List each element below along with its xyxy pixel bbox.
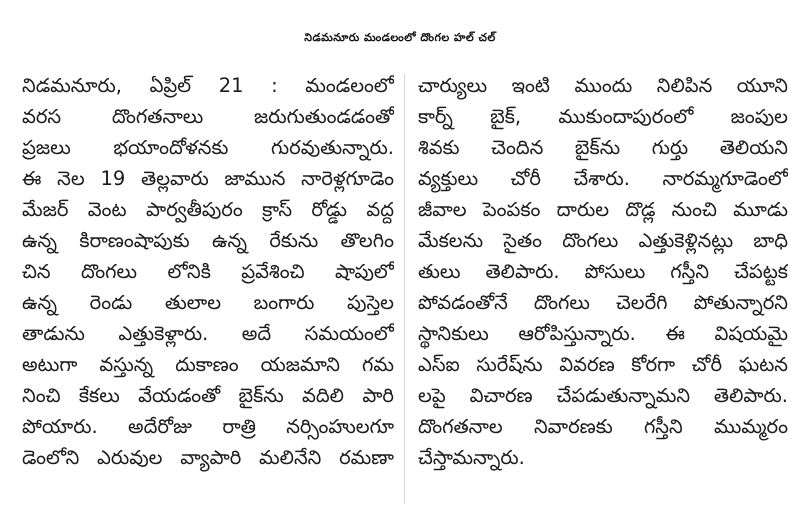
body-line: డెంలోని ఎరువుల వ్యాపారి మలినేని రమణా (22, 446, 394, 469)
body-line: దొంగతనాల నివారణకు గస్తీని ముమ్మరం (418, 415, 788, 438)
right-column (418, 70, 788, 473)
body-line: నించి కేకలు వేయడంతో బైక్‌ను వదిలి పారి (22, 384, 394, 407)
body-line: స్థానికులు ఆరోపిస్తున్నారు. ఈ విషయమై (418, 322, 788, 345)
body-line: నిడమనూరు, ఏప్రిల్ 21 : మండలంలో (22, 74, 394, 97)
body-line: తులు తెలిపారు. పోసులు గస్తీని చేపట్టక (418, 260, 788, 283)
body-line: ఎస్ఐ సురేష్‌ను వివరణ కోరగా చోరీ ఘటన (418, 353, 788, 376)
column-divider (404, 74, 405, 504)
body-line: ఈ నెల 19 తెల్లవారు జామున నారెళ్లగూడెం (22, 167, 394, 190)
headline: నిడమనూరు మండలంలో దొంగల హల్ చల్ (304, 31, 496, 44)
body-line: ఉన్న రెండు తులాల బంగారు పుస్తెల (22, 291, 394, 314)
body-line: మేకలను సైతం దొంగలు ఎత్తుకెళ్లినట్లు బాధి (418, 229, 788, 252)
body-line: వ్యక్తులు చోరీ చేశారు. నారమ్మగూడెంలో (418, 167, 788, 190)
body-line: తాడును ఎత్తుకెళ్లారు. అదే సమయంలో (22, 322, 394, 345)
body-line: పోవడంతోనే దొంగలు చెలరేగి పోతున్నారని (418, 291, 788, 314)
body-line: కార్న్ బైక్, ముకుందాపురంలో జంపుల (418, 105, 788, 128)
body-line: అటుగా వస్తున్న దుకాణం యజమాని గమ (22, 353, 394, 376)
body-line: లపై విచారణ చేపడుతున్నామని తెలిపారు. (418, 384, 788, 407)
body-line: శివకు చెందిన బైక్‌ను గుర్తు తెలియని (418, 136, 788, 159)
body-line: పోయారు. అదేరోజు రాత్రి నర్సింహులగూ (22, 415, 394, 438)
left-column (22, 70, 394, 473)
body-line: మేజర్ వెంట పార్వతీపురం క్రాస్ రోడ్డు వద్ద (22, 198, 394, 221)
body-line: ప్రజలు భయాందోళనకు గురవుతున్నారు. (22, 136, 394, 159)
body-line: చేస్తామన్నారు. (418, 446, 525, 469)
body-line: జీవాల పెంపకం దారుల దొడ్ల నుంచి మూడు (418, 198, 788, 221)
body-line: చార్యులు ఇంటి ముందు నిలిపిన యూని (418, 74, 788, 97)
body-line: చిన దొంగలు లోనికి ప్రవేశించి షాపులో (22, 260, 394, 283)
body-line: ఉన్న కిరాణంషాపుకు ఉన్న రేకును తొలగిం (22, 229, 394, 252)
body-line: వరస దొంగతనాలు జరుగుతుండడంతో (22, 105, 394, 128)
